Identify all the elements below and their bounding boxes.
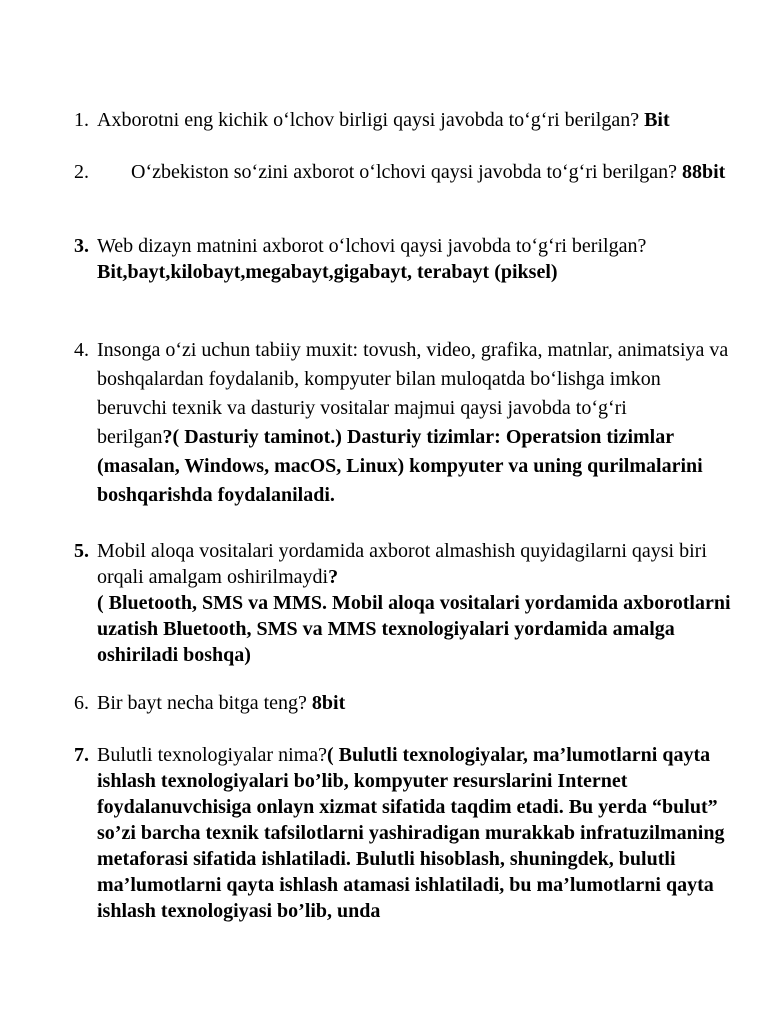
question-number: 4. [74,339,89,361]
answer-text: Dasturiy taminot.) Dasturiy tizimlar: Operatsion tizimlar (masalan, Windows, macOS, Linux) kompyuter va uning qurilmalarini boshqarishda foydalaniladi. [97,426,703,506]
answer-text: Bit [644,109,670,131]
question-number: 3. [74,235,89,257]
question-3 [74,233,734,285]
answer-text: 88bit [681,161,726,183]
question-5 [74,538,734,668]
question-text: Axborotni eng kichik o‘lchov birligi qaysi javobda to‘g‘ri berilgan? [97,109,645,131]
question-text: Bulutli texnologiyalar nima? [97,744,327,766]
question-number: 6. [74,692,89,714]
question-number: 2. [74,161,89,183]
question-mark: ? [328,566,339,588]
question-number: 5. [74,540,89,562]
question-number: 1. [74,109,89,131]
answer-text: ( Bluetooth, SMS va MMS. Mobil aloqa vositalari yordamida axborotlarni uzatish Bluetooth, SMS va MMS texnologiyalari yordamida amalga oshiriladi boshqa) [97,592,731,666]
question-text: Insonga o‘zi uchun tabiiy muxit: tovush, video, grafika, matnlar, animatsiya va boshqalardan foydalanib, kompyuter bilan muloqatda bo‘lishga imkon beruvchi texnik va dasturiy vositalar majmui qaysi javobda to‘g‘ri berilgan [97,339,729,448]
question-1 [74,107,734,133]
question-text: Web dizayn matnini axborot o‘lchovi qaysi javobda to‘g‘ri berilgan? [97,235,662,257]
question-2 [74,159,734,185]
question-4 [74,336,734,510]
question-text: Bir bayt necha bitga teng? [97,692,312,714]
answer-text: ( Bulutli texnologiyalar, ma’lumotlarni qayta ishlash texnologiyalari bo’lib, kompyuter resurslarini Internet foydalanuvchisiga onlayn xizmat sifatida taqdim etadi. Bu yerda “bulut” so’zi barcha texnik tafsilotlarni yashiradigan murakkab infratuzilmaning metaforasi sifatida ishlatiladi. Bulutli hisoblash, shuningdek, bulutli ma’lumotlarni qayta ishlash atamasi ishlatiladi, bu ma’lumotlarni qayta ishlash texnologiyasi bo’lib, unda [97,744,725,922]
question-6 [74,690,734,716]
answer-text: 8bit [311,692,346,714]
answer-prefix: ?( [162,426,185,448]
question-text: Mobil aloqa vositalari yordamida axborot almashish quyidagilarni qaysi biri orqali amalgam oshirilmaydi [97,540,707,588]
question-number: 7. [74,744,89,766]
question-7 [74,742,734,924]
answer-text: Bit,bayt,kilobayt,megabayt,gigabayt, terabayt (piksel) [97,261,558,283]
question-text: O‘zbekiston so‘zini axborot o‘lchovi qaysi javobda to‘g‘ri berilgan? [131,161,682,183]
